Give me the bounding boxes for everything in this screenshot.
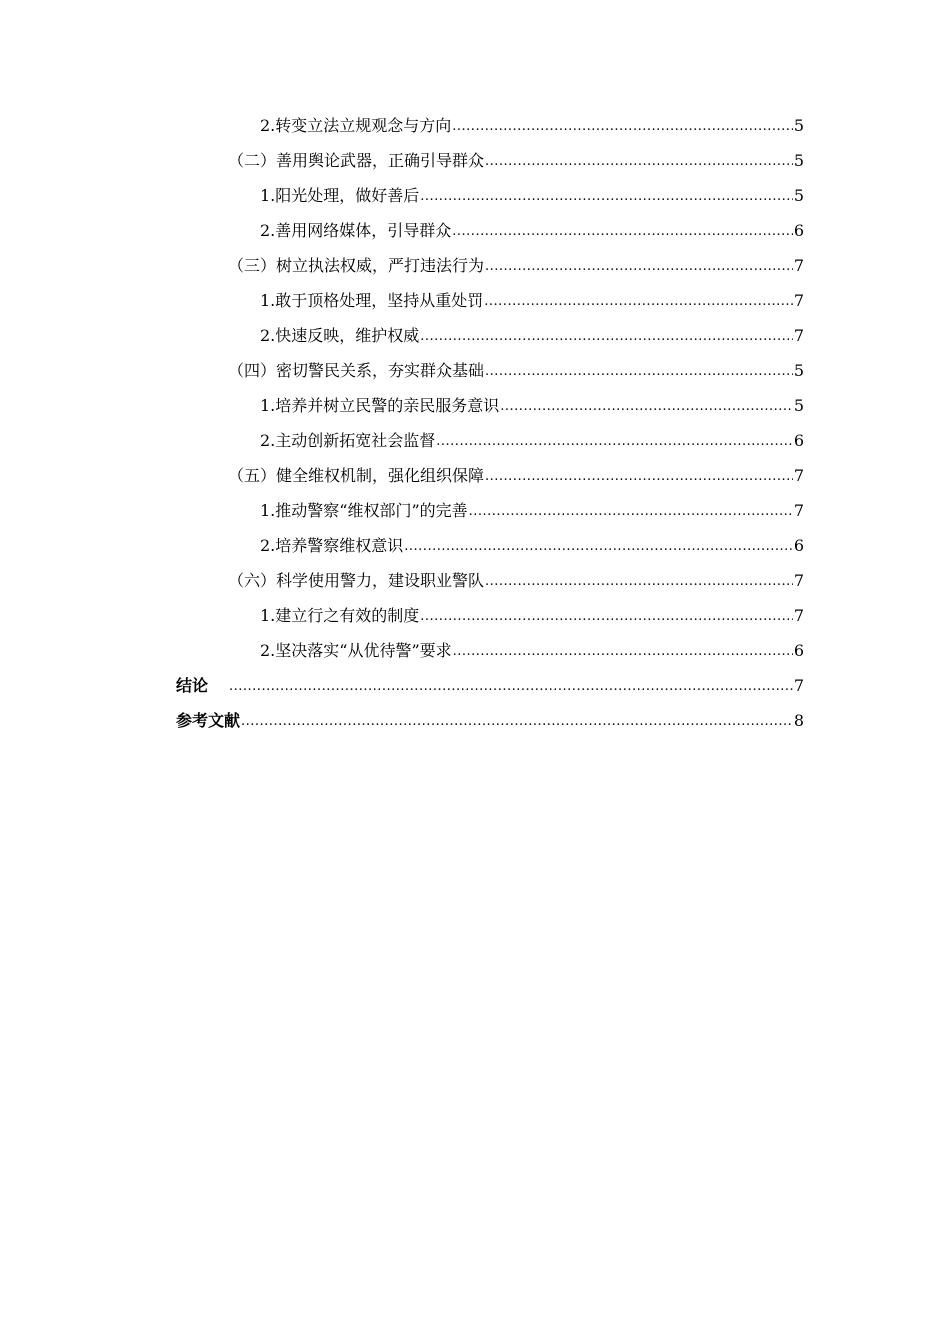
toc-dot-leader	[420, 178, 793, 213]
toc-entry[interactable]	[0, 458, 950, 493]
toc-entry-title: 2.善用网络媒体，引导群众	[260, 221, 452, 240]
toc-entry-title: 1.敢于顶格处理，坚持从重处罚	[260, 291, 484, 310]
toc-dot-leader	[485, 248, 793, 283]
toc-dot-leader	[469, 493, 793, 528]
toc-dot-leader	[241, 703, 793, 738]
toc-entry-page: 6	[793, 221, 804, 240]
toc-entry-title: 1.培养并树立民警的亲民服务意识	[260, 396, 500, 415]
toc-entry-title: （五）健全维权机制，强化组织保障	[228, 466, 485, 485]
toc-entry-page: 7	[793, 676, 804, 695]
toc-dot-leader	[404, 528, 793, 563]
toc-entry[interactable]	[0, 108, 950, 143]
toc-entry[interactable]	[0, 528, 950, 563]
toc-entry-title: 2.快速反映，维护权威	[260, 326, 420, 345]
toc-entry-title: 2.主动创新拓宽社会监督	[260, 431, 436, 450]
toc-entry-title: 2.坚决落实“从优待警”要求	[260, 641, 452, 660]
toc-entry[interactable]	[0, 143, 950, 178]
toc-dot-leader	[436, 423, 793, 458]
toc-entry[interactable]	[0, 353, 950, 388]
toc-entry-page: 6	[793, 536, 804, 555]
toc-entry-page: 7	[793, 291, 804, 310]
toc-entry-title: （二）善用舆论武器，正确引导群众	[228, 151, 485, 170]
toc-dot-leader	[452, 213, 793, 248]
toc-entry-title: 2.转变立法立规观念与方向	[260, 116, 452, 135]
toc-entry-references[interactable]	[0, 703, 950, 738]
toc-entry-title: （三）树立执法权威，严打违法行为	[228, 256, 485, 275]
toc-entry-title: 1.推动警察“维权部门”的完善	[260, 501, 468, 520]
toc-entry-title: 结论	[176, 676, 209, 695]
toc-entry-title: 1.建立行之有效的制度	[260, 606, 420, 625]
toc-dot-leader	[453, 633, 793, 668]
toc-entry[interactable]	[0, 493, 950, 528]
toc-dot-leader	[500, 388, 793, 423]
toc-entry-page: 7	[793, 501, 804, 520]
toc-dot-leader	[484, 283, 793, 318]
toc-entry[interactable]	[0, 283, 950, 318]
table-of-contents	[0, 108, 950, 738]
toc-entry-title: 1.阳光处理，做好善后	[260, 186, 420, 205]
toc-dot-leader	[420, 318, 793, 353]
toc-entry-page: 7	[793, 326, 804, 345]
toc-entry-page: 5	[793, 116, 804, 135]
toc-entry-title: （四）密切警民关系，夯实群众基础	[228, 361, 485, 380]
toc-entry-page: 7	[793, 606, 804, 625]
toc-entry[interactable]	[0, 388, 950, 423]
toc-entry[interactable]	[0, 178, 950, 213]
toc-dot-leader	[229, 668, 793, 703]
toc-dot-leader	[485, 458, 793, 493]
toc-entry-page: 5	[793, 186, 804, 205]
toc-entry-page: 5	[793, 361, 804, 380]
toc-entry[interactable]	[0, 423, 950, 458]
toc-dot-leader	[420, 598, 793, 633]
toc-dot-leader	[485, 563, 793, 598]
toc-entry-conclusion[interactable]	[0, 668, 950, 703]
toc-entry-page: 5	[793, 396, 804, 415]
toc-entry-page: 7	[793, 571, 804, 590]
toc-entry[interactable]	[0, 318, 950, 353]
toc-entry-title: 2.培养警察维权意识	[260, 536, 404, 555]
toc-entry-title: 参考文献	[176, 711, 241, 730]
toc-entry-page: 6	[793, 641, 804, 660]
toc-entry[interactable]	[0, 563, 950, 598]
toc-dot-leader	[485, 143, 793, 178]
toc-entry-title: （六）科学使用警力，建设职业警队	[228, 571, 485, 590]
toc-dot-leader	[452, 108, 793, 143]
toc-dot-leader	[485, 353, 793, 388]
toc-entry-page: 7	[793, 466, 804, 485]
toc-entry[interactable]	[0, 598, 950, 633]
toc-entry-page: 8	[793, 711, 804, 730]
toc-entry[interactable]	[0, 248, 950, 283]
toc-entry-page: 7	[793, 256, 804, 275]
toc-entry[interactable]	[0, 213, 950, 248]
toc-entry-page: 5	[793, 151, 804, 170]
toc-entry-page: 6	[793, 431, 804, 450]
toc-entry[interactable]	[0, 633, 950, 668]
